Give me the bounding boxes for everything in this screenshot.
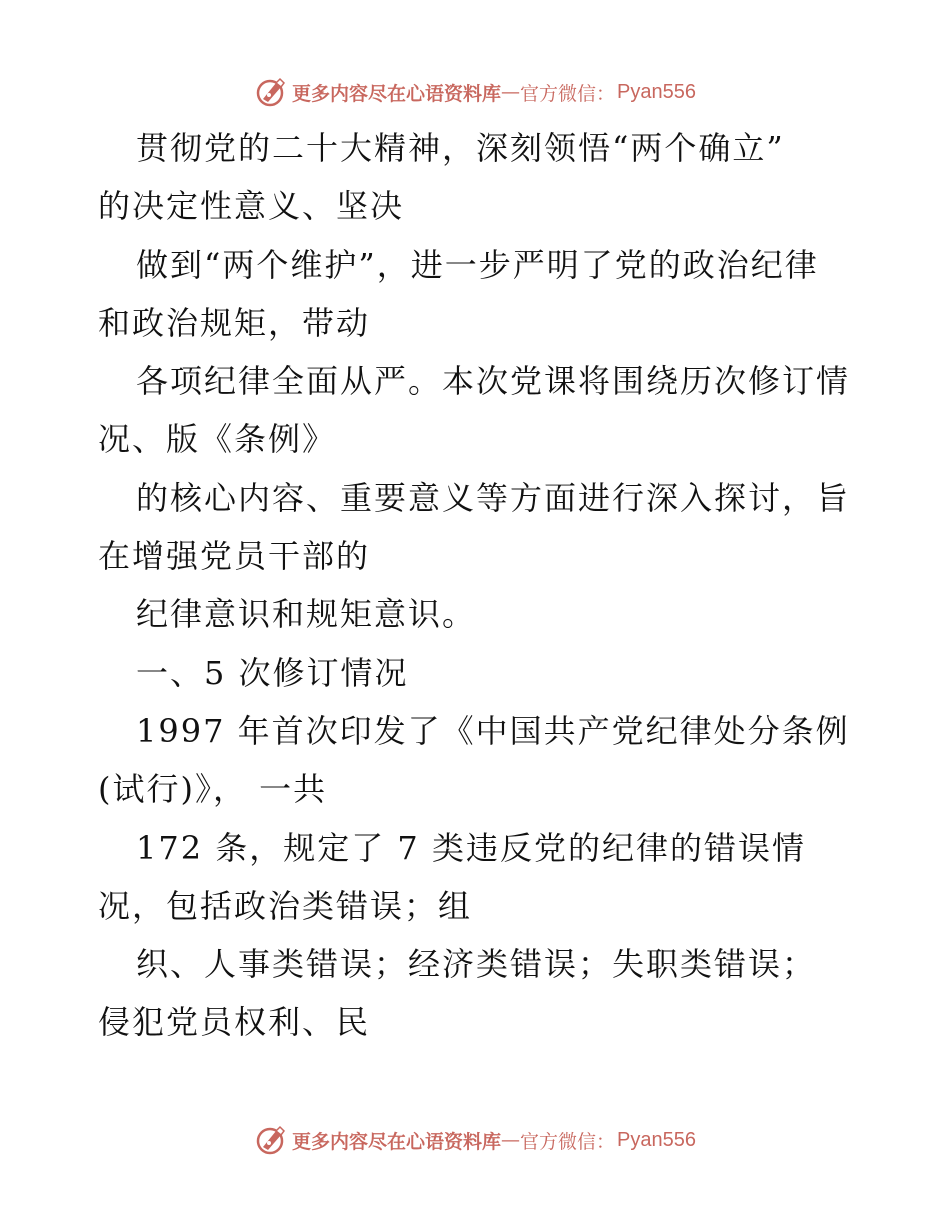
document-body [98, 119, 868, 1052]
text-line: 况、版《条例》 [98, 420, 337, 459]
text-line: 贯彻党的二十大精神，深刻领悟“两个确立” [136, 129, 785, 167]
section-heading: 一、5 次修订情况 [136, 653, 409, 692]
text-line: 侵犯党员权利、民 [98, 1003, 371, 1042]
text-line: 织、人事类错误；经济类错误；失职类错误； [136, 945, 817, 984]
text-line: 的决定性意义、坚决 [98, 187, 405, 226]
watermark-sub-text: 官方微信： [520, 82, 616, 105]
text-line: 况，包括政治类错误；组 [98, 886, 473, 925]
text-line: 1997 年首次印发了《中国共产党纪律处分条例 [136, 711, 850, 750]
watermark-sub-text: 官方微信： [520, 1130, 616, 1153]
watermark-separator: — [501, 1129, 521, 1151]
text-line: 172 条，规定了 7 类违反党的纪律的错误情 [136, 828, 806, 867]
watermark-main-text: 更多内容尽在心语资料库 [292, 82, 502, 105]
text-line: 纪律意识和规矩意识。 [136, 595, 477, 634]
text-line: 和政治规矩，带动 [98, 303, 371, 342]
pen-nib-logo-icon [254, 1123, 288, 1157]
text-line: 在增强党员干部的 [98, 537, 371, 576]
watermark-wechat-id: Pyan556 [617, 80, 696, 103]
watermark-main-text: 更多内容尽在心语资料库 [292, 1130, 502, 1153]
header-watermark [0, 72, 950, 112]
text-line: 各项纪律全面从严。本次党课将围绕历次修订情 [136, 362, 851, 401]
text-line: (试行)》， 一共 [98, 770, 328, 809]
pen-nib-logo-icon [254, 75, 288, 109]
footer-watermark [0, 1120, 950, 1160]
text-line: 做到“两个维护”，进一步严明了党的政治纪律 [136, 245, 819, 284]
watermark-separator: — [501, 81, 521, 103]
text-line: 的核心内容、重要意义等方面进行深入探讨，旨 [136, 478, 851, 517]
watermark-wechat-id: Pyan556 [617, 1128, 696, 1151]
